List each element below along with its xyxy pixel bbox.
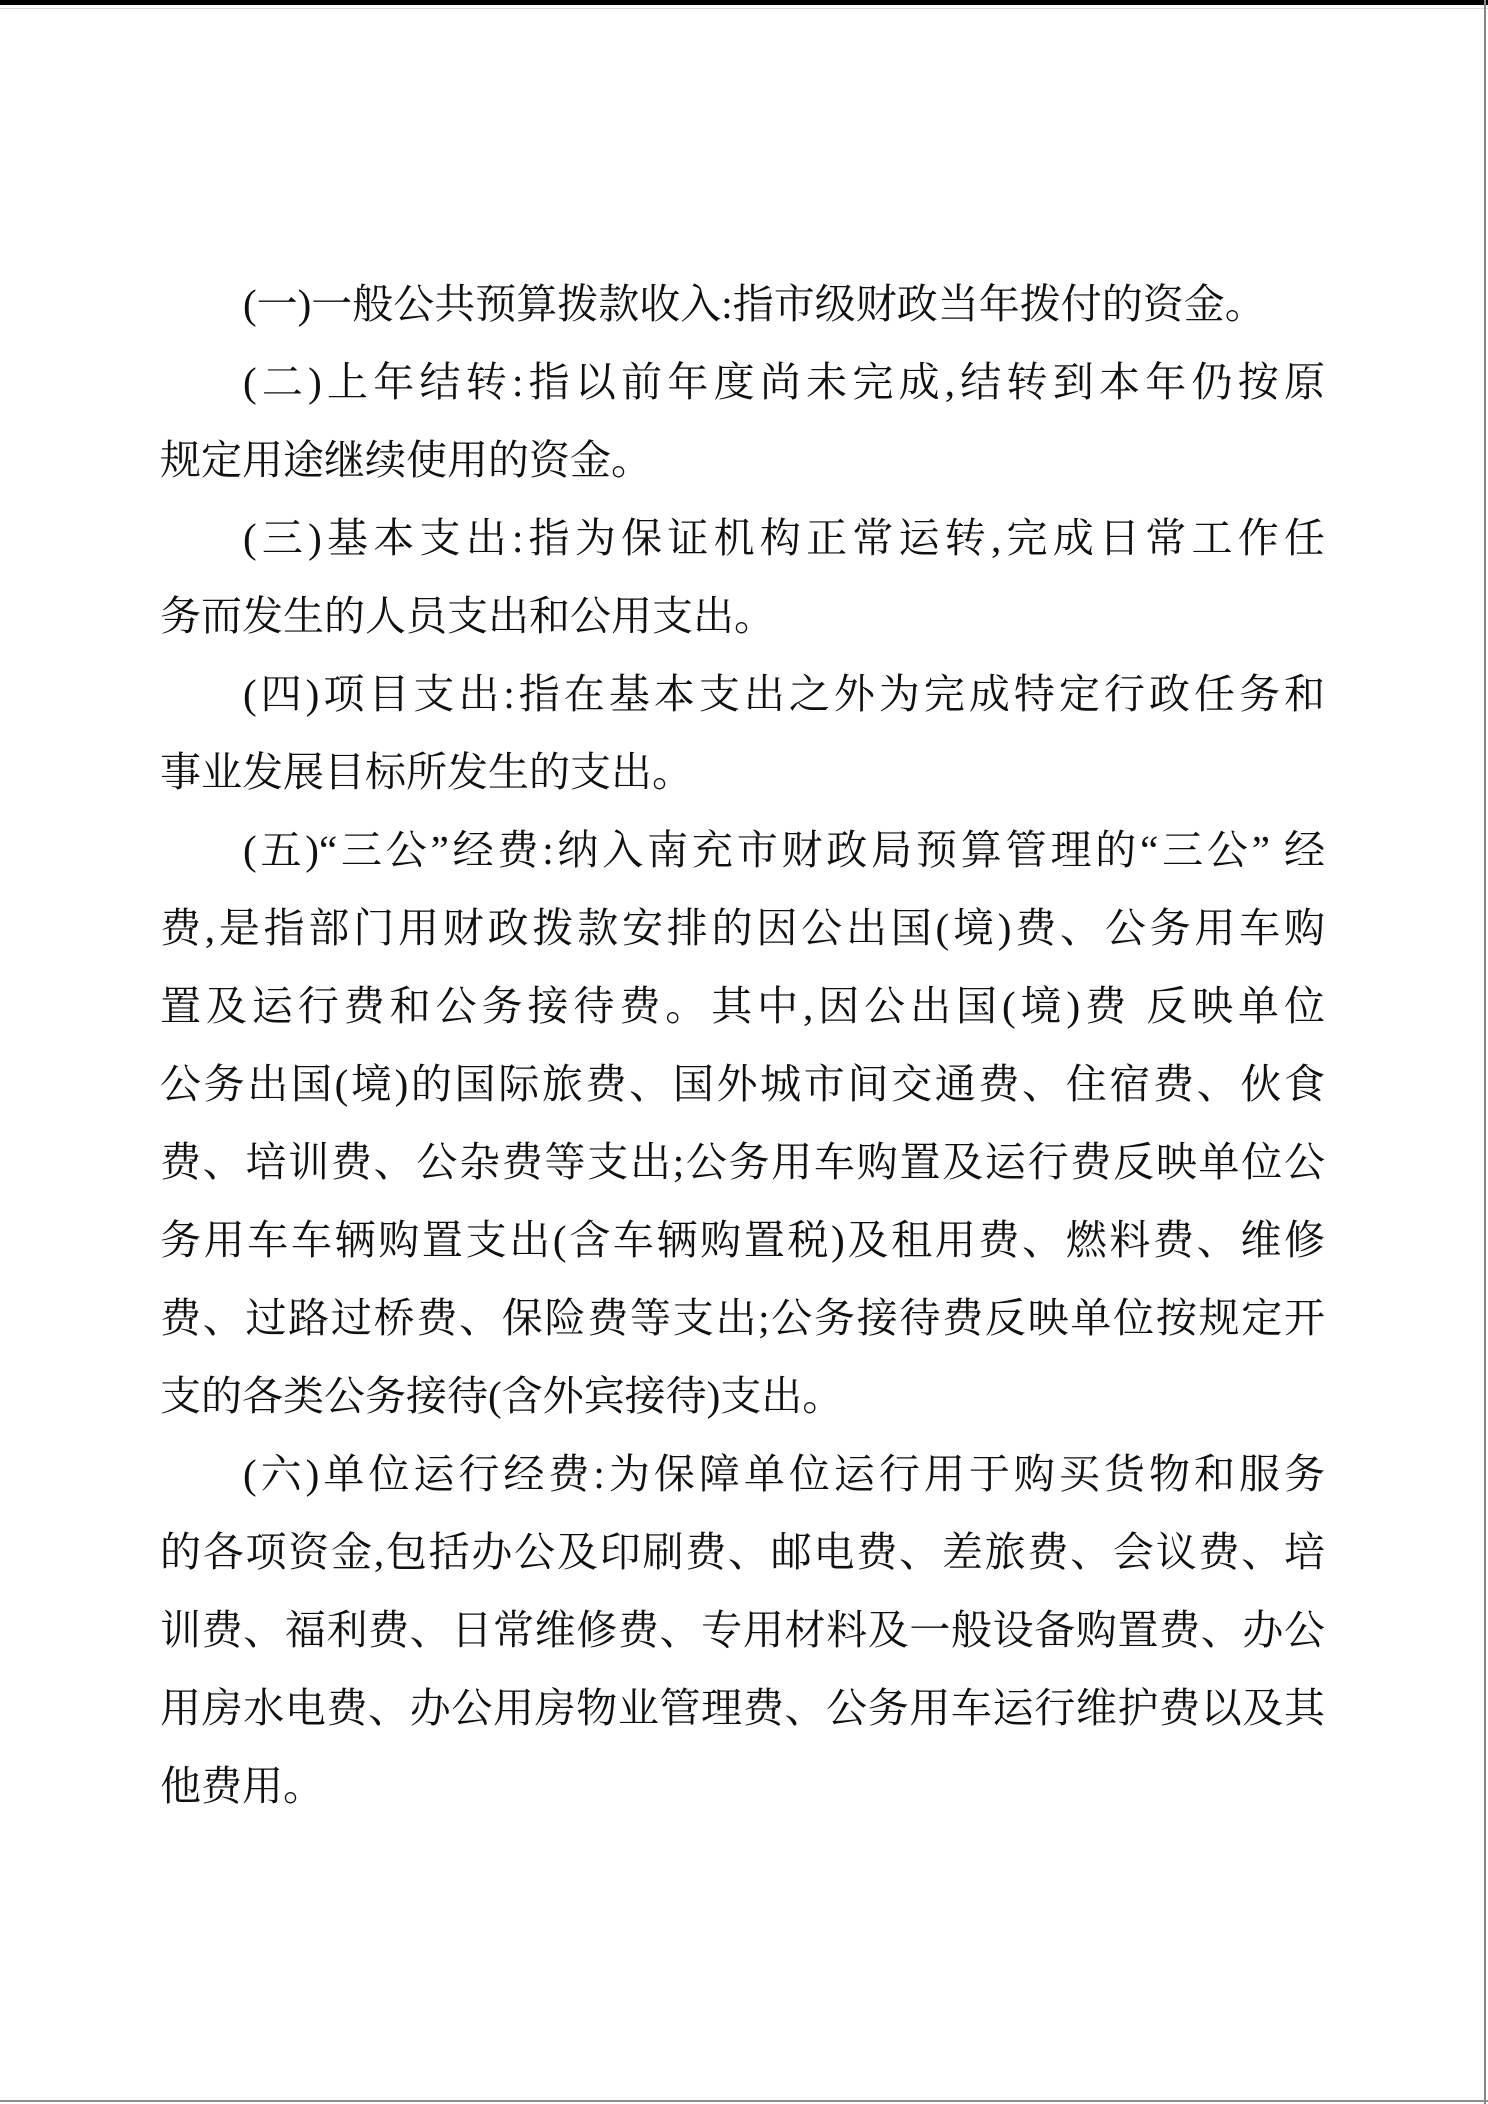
text-line: (三)基本支出:指为保证机构正常运转,完成日常工作任	[243, 515, 1325, 561]
scan-top-edge-shadow	[0, 8, 1488, 9]
text-line: (一)一般公共预算拨款收入:指市级财政当年拨付的资金。	[243, 281, 1266, 327]
text-line: 他费用。	[160, 1763, 324, 1809]
paragraph	[160, 811, 1325, 1435]
text-line: 支的各类公务接待(含外宾接待)支出。	[160, 1373, 844, 1419]
scan-right-edge-line	[1484, 0, 1486, 2104]
text-line: 训费、福利费、日常维修费、专用材料及一般设备购置费、办公	[160, 1607, 1325, 1653]
text-line: 公务出国(境)的国际旅费、国外城市间交通费、住宿费、伙食	[160, 1061, 1325, 1107]
scan-bottom-edge-line	[0, 2100, 1488, 2102]
text-line: 置及运行费和公务接待费。其中,因公出国(境)费 反映单位	[160, 983, 1325, 1029]
text-line: 费,是指部门用财政拨款安排的因公出国(境)费、公务用车购	[160, 905, 1325, 951]
text-line: 费、培训费、公杂费等支出;公务用车购置及运行费反映单位公	[160, 1139, 1325, 1185]
text-line: (二)上年结转:指以前年度尚未完成,结转到本年仍按原	[243, 359, 1325, 405]
paragraph	[160, 1435, 1325, 1825]
document-body	[160, 265, 1325, 1825]
scan-top-edge-bar	[0, 0, 1488, 5]
paragraph	[160, 499, 1325, 655]
text-line: 务用车车辆购置支出(含车辆购置税)及租用费、燃料费、维修	[160, 1217, 1325, 1263]
text-line: 的各项资金,包括办公及印刷费、邮电费、差旅费、会议费、培	[160, 1529, 1325, 1575]
paragraph	[160, 343, 1325, 499]
text-line: 费、过路过桥费、保险费等支出;公务接待费反映单位按规定开	[160, 1295, 1325, 1341]
paragraph	[160, 265, 1325, 343]
text-line: 务而发生的人员支出和公用支出。	[160, 593, 775, 639]
text-line: (六)单位运行经费:为保障单位运行用于购买货物和服务	[243, 1451, 1325, 1497]
text-line: (五)“三公”经费:纳入南充市财政局预算管理的“三公” 经	[243, 827, 1325, 873]
text-line: 用房水电费、办公用房物业管理费、公务用车运行维护费以及其	[160, 1685, 1325, 1731]
paragraph	[160, 655, 1325, 811]
text-line: 规定用途继续使用的资金。	[160, 437, 652, 483]
text-line: 事业发展目标所发生的支出。	[160, 749, 693, 795]
text-line: (四)项目支出:指在基本支出之外为完成特定行政任务和	[243, 671, 1325, 717]
